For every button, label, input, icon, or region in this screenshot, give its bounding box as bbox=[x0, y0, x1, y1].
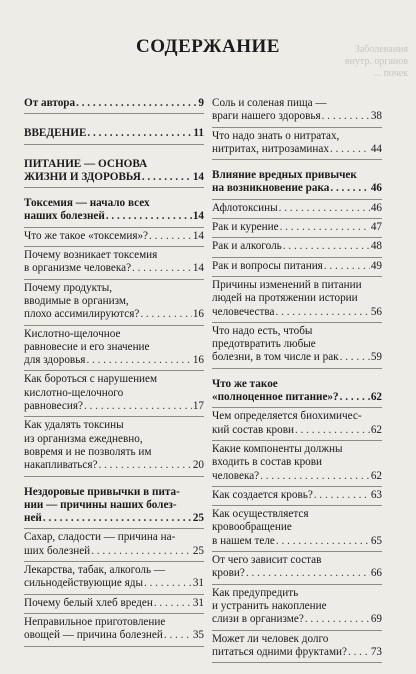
page-number: 35 bbox=[192, 629, 204, 642]
dot-leader bbox=[260, 470, 370, 483]
toc-entry-line: предотвратить любые bbox=[212, 338, 316, 351]
toc-entry[interactable] bbox=[212, 585, 382, 631]
toc-entry-last-line bbox=[24, 97, 204, 110]
toc-entry-last-line bbox=[212, 240, 382, 253]
dot-leader bbox=[330, 143, 370, 156]
toc-entry-last-line bbox=[24, 512, 204, 525]
toc-entry-line: Неправильное приготовление bbox=[24, 615, 166, 628]
toc-entry[interactable] bbox=[24, 280, 204, 326]
dot-leader bbox=[98, 459, 191, 472]
toc-entry-line: наших болезней bbox=[24, 210, 105, 223]
toc-entry-line: вовремя и не позволять им bbox=[24, 445, 152, 458]
toc-entry[interactable] bbox=[212, 487, 382, 506]
dot-leader bbox=[140, 308, 191, 321]
toc-entry-line: в нашем теле bbox=[212, 534, 275, 547]
toc-entry-line: равновесие и его значение bbox=[24, 340, 150, 353]
toc-entry[interactable] bbox=[212, 277, 382, 323]
page-number: 47 bbox=[370, 221, 382, 234]
page-number: 16 bbox=[192, 308, 204, 321]
toc-entry-line: болезни, в том числе и рак bbox=[212, 351, 339, 364]
toc-entry-line: слизи в организме? bbox=[212, 613, 304, 626]
dot-leader bbox=[142, 171, 192, 184]
toc-entry-line: входить в состав крови bbox=[212, 456, 323, 469]
toc-entry-line: сильнодействующие яды bbox=[24, 577, 143, 590]
toc-entry[interactable] bbox=[212, 506, 382, 552]
toc-entry-line: Как удалять токсины bbox=[24, 419, 124, 432]
toc-entry[interactable] bbox=[24, 417, 204, 476]
toc-entry[interactable] bbox=[24, 156, 204, 189]
toc-entry-last-line bbox=[212, 391, 382, 404]
toc-entry-line: плохо ассимилируются? bbox=[24, 308, 140, 321]
toc-entry-line: Кислотно-щелочное bbox=[24, 327, 121, 340]
dot-leader bbox=[340, 351, 370, 364]
dot-leader bbox=[340, 391, 370, 404]
toc-entry[interactable] bbox=[212, 238, 382, 257]
toc-entry-line: кий состав крови bbox=[212, 423, 294, 436]
toc-entry-line: Рак и вопросы питания bbox=[212, 259, 323, 272]
toc-entry-line: из организма ежедневно, bbox=[24, 432, 143, 445]
toc-entry[interactable] bbox=[212, 408, 382, 441]
bleed-through-text bbox=[288, 44, 408, 80]
toc-entry[interactable] bbox=[212, 552, 382, 585]
page-number: 38 bbox=[370, 110, 382, 123]
dot-leader bbox=[283, 240, 370, 253]
dot-leader bbox=[76, 97, 197, 110]
toc-entry-line: ПИТАНИЕ — ОСНОВА bbox=[24, 157, 148, 170]
page-number: 62 bbox=[370, 391, 382, 404]
toc-entry-last-line bbox=[212, 567, 382, 580]
section-gap bbox=[24, 145, 204, 156]
toc-entry[interactable] bbox=[24, 125, 204, 144]
toc-entry-line: человечества bbox=[212, 305, 275, 318]
toc-entry-last-line bbox=[24, 400, 204, 413]
toc-entry[interactable] bbox=[212, 95, 382, 128]
section-gap bbox=[24, 188, 204, 195]
page-number: 46 bbox=[370, 182, 382, 195]
section-gap bbox=[212, 369, 382, 376]
dot-leader bbox=[91, 545, 192, 558]
dot-leader bbox=[276, 535, 370, 548]
toc-entry-line: От чего зависит состав bbox=[212, 554, 322, 567]
toc-entry[interactable] bbox=[212, 128, 382, 161]
section-gap bbox=[212, 160, 382, 167]
toc-entry-line: нитритах, нитрозаминах bbox=[212, 142, 329, 155]
toc-entry-line: ших болезней bbox=[24, 544, 91, 557]
page-number: 14 bbox=[192, 262, 204, 275]
toc-entry-line: питаться одними фруктами? bbox=[212, 645, 347, 658]
toc-entry-last-line bbox=[24, 545, 204, 558]
toc-entry-last-line bbox=[24, 127, 204, 140]
toc-entry[interactable] bbox=[24, 228, 204, 247]
toc-entry-last-line bbox=[212, 489, 382, 502]
toc-entry-line: Что надо есть, чтобы bbox=[212, 324, 313, 337]
toc-entry-line: Почему белый хлеб вреден bbox=[24, 596, 153, 609]
dot-leader bbox=[87, 127, 192, 140]
toc-entry-line: ЖИЗНИ И ЗДОРОВЬЯ bbox=[24, 170, 141, 183]
toc-entry-line: Какие компоненты должны bbox=[212, 442, 343, 455]
toc-entry-line: на возникновение рака bbox=[212, 182, 330, 195]
page-number: 63 bbox=[370, 488, 382, 501]
toc-entry-line: и устранить накопление bbox=[212, 599, 327, 612]
toc-entry-line: Рак и курение bbox=[212, 221, 279, 234]
dot-leader bbox=[330, 182, 369, 195]
toc-entry[interactable] bbox=[24, 529, 204, 562]
toc-entry-last-line bbox=[212, 306, 382, 319]
dot-leader bbox=[149, 230, 192, 243]
dot-leader bbox=[279, 202, 370, 215]
section-gap bbox=[24, 114, 204, 125]
page-number: 14 bbox=[192, 229, 204, 242]
toc-entry-last-line bbox=[212, 535, 382, 548]
toc-entry[interactable] bbox=[24, 326, 204, 372]
toc-entry[interactable] bbox=[212, 200, 382, 219]
bleed-through-line: внутр. органов bbox=[344, 56, 408, 67]
page-number: 62 bbox=[370, 469, 382, 482]
toc-entry[interactable] bbox=[212, 631, 382, 664]
page-number: 14 bbox=[192, 210, 204, 223]
toc-entry-last-line bbox=[24, 597, 204, 610]
toc-entry[interactable] bbox=[24, 614, 204, 647]
toc-entry-last-line bbox=[212, 613, 382, 626]
dot-leader bbox=[322, 110, 370, 123]
page-number: 25 bbox=[192, 544, 204, 557]
toc-entry-last-line bbox=[24, 230, 204, 243]
toc-entry-line: Почему возникает токсемия bbox=[24, 249, 158, 262]
toc-entry-last-line bbox=[212, 143, 382, 156]
toc-entry-last-line bbox=[24, 459, 204, 472]
toc-entry[interactable] bbox=[24, 595, 204, 614]
page-number: 46 bbox=[370, 201, 382, 214]
page-title: СОДЕРЖАНИЕ bbox=[136, 36, 280, 57]
dot-leader bbox=[246, 567, 370, 580]
toc-entry-line: крови? bbox=[212, 567, 245, 580]
toc-entry-line: Рак и алкоголь bbox=[212, 240, 282, 253]
toc-entry-line: нии — причины наших болез- bbox=[24, 498, 177, 511]
toc-entry-line: Почему продукты, bbox=[24, 281, 113, 294]
toc-entry[interactable] bbox=[212, 323, 382, 369]
toc-entry[interactable] bbox=[24, 195, 204, 228]
page-number: 62 bbox=[370, 423, 382, 436]
page-number: 31 bbox=[192, 596, 204, 609]
toc-entry-last-line bbox=[24, 308, 204, 321]
toc-entry[interactable] bbox=[24, 562, 204, 595]
dot-leader bbox=[348, 646, 370, 659]
dot-leader bbox=[86, 354, 191, 367]
toc-entry[interactable] bbox=[24, 371, 204, 417]
toc-entry-line: для здоровья bbox=[24, 354, 86, 367]
toc-entry-last-line bbox=[24, 354, 204, 367]
toc-entry-last-line bbox=[212, 260, 382, 273]
toc-entry[interactable] bbox=[212, 219, 382, 238]
toc-entry-last-line bbox=[212, 110, 382, 123]
toc-entry-last-line bbox=[212, 202, 382, 215]
toc-entry-line: людей на протяжении истории bbox=[212, 292, 358, 305]
toc-entry-last-line bbox=[212, 646, 382, 659]
toc-entry[interactable] bbox=[212, 167, 382, 200]
toc-entry-line: Как предупредить bbox=[212, 586, 299, 599]
dot-leader bbox=[164, 629, 192, 642]
page-number: 9 bbox=[198, 97, 204, 109]
toc-entry-line: Лекарства, табак, алкоголь — bbox=[24, 564, 166, 577]
toc-entry-last-line bbox=[212, 470, 382, 483]
page-number: 31 bbox=[192, 577, 204, 590]
toc-entry[interactable] bbox=[24, 95, 204, 114]
toc-entry-line: человека? bbox=[212, 469, 260, 482]
dot-leader bbox=[324, 260, 370, 273]
toc-entry-line: Причины изменений в питании bbox=[212, 278, 362, 291]
toc-entry-last-line bbox=[212, 351, 382, 364]
toc-entry-line: Афлотоксины bbox=[212, 201, 278, 214]
toc-entry-line: Чем определяется биохимичес- bbox=[212, 410, 362, 423]
toc-entry-line: ней bbox=[24, 512, 42, 525]
toc-entry-line: в организме человека? bbox=[24, 262, 132, 275]
dot-leader bbox=[106, 210, 192, 223]
toc-entry-line: Как осуществляется bbox=[212, 508, 309, 521]
toc-entry-last-line bbox=[212, 182, 382, 195]
page-number: 25 bbox=[192, 512, 204, 525]
page-number: 69 bbox=[370, 613, 382, 626]
toc-entry-line: «полноценное питание»? bbox=[212, 391, 339, 404]
dot-leader bbox=[84, 400, 192, 413]
toc-entry-line: овощей — причина болезней bbox=[24, 629, 163, 642]
toc-entry-line: Как создается кровь? bbox=[212, 488, 313, 501]
page-number: 16 bbox=[192, 354, 204, 367]
toc-entry-line: Токсемия — начало всех bbox=[24, 197, 150, 210]
toc-entry-line: Сахар, сладости — причина на- bbox=[24, 531, 176, 544]
toc-entry[interactable] bbox=[24, 484, 204, 530]
page-number: 56 bbox=[370, 305, 382, 318]
page-number: 17 bbox=[192, 400, 204, 413]
toc-entry[interactable] bbox=[24, 247, 204, 280]
toc-entry-line: Что же такое «токсемия»? bbox=[24, 229, 149, 242]
toc-entry-last-line bbox=[24, 210, 204, 223]
toc-entry-last-line bbox=[212, 221, 382, 234]
toc-entry[interactable] bbox=[212, 258, 382, 277]
dot-leader bbox=[144, 577, 192, 590]
page-number: 20 bbox=[192, 459, 204, 472]
toc-entry-line: От автора bbox=[24, 97, 76, 109]
dot-leader bbox=[43, 512, 192, 525]
toc-entry-last-line bbox=[24, 262, 204, 275]
toc-entry-last-line bbox=[212, 424, 382, 437]
dot-leader bbox=[295, 424, 370, 437]
toc-entry-last-line bbox=[24, 171, 204, 184]
toc-entry-last-line bbox=[24, 577, 204, 590]
dot-leader bbox=[154, 597, 192, 610]
dot-leader bbox=[132, 262, 192, 275]
bleed-through-line: ... почек bbox=[373, 68, 408, 79]
page-number: 11 bbox=[193, 127, 204, 140]
toc-entry-line: вводимые в организм, bbox=[24, 294, 129, 307]
toc-entry-line: ВВЕДЕНИЕ bbox=[24, 127, 87, 140]
toc-entry-line: Как бороться с нарушением bbox=[24, 373, 158, 386]
page-number: 73 bbox=[370, 645, 382, 658]
toc-entry-line: кислотно-щелочного bbox=[24, 386, 124, 399]
toc-entry[interactable] bbox=[212, 376, 382, 409]
toc-entry-line: враги нашего здоровья bbox=[212, 110, 321, 123]
bleed-through-line: Заболевания bbox=[354, 44, 408, 55]
toc-entry-line: равновесия? bbox=[24, 400, 83, 413]
toc-entry-line: Влияние вредных привычек bbox=[212, 169, 357, 182]
toc-entry-line: Что надо знать о нитратах, bbox=[212, 129, 340, 142]
toc-left-column bbox=[24, 95, 204, 647]
page-number: 65 bbox=[370, 534, 382, 547]
page-number: 44 bbox=[370, 142, 382, 155]
page-number: 66 bbox=[370, 567, 382, 580]
page-number: 49 bbox=[370, 259, 382, 272]
toc-right-column bbox=[212, 95, 382, 663]
toc-entry-line: кровообращение bbox=[212, 521, 292, 534]
toc-entry-line: Нездоровые привычки в пита- bbox=[24, 485, 180, 498]
toc-entry-last-line bbox=[24, 629, 204, 642]
page-number: 59 bbox=[370, 351, 382, 364]
section-gap bbox=[24, 477, 204, 484]
page-number: 48 bbox=[370, 240, 382, 253]
page-number: 14 bbox=[192, 170, 204, 183]
toc-entry-line: Может ли человек долго bbox=[212, 632, 329, 645]
dot-leader bbox=[276, 306, 370, 319]
toc-entry[interactable] bbox=[212, 441, 382, 487]
dot-leader bbox=[305, 613, 370, 626]
toc-entry-line: накапливаться? bbox=[24, 459, 98, 472]
toc-entry-line: Что же такое bbox=[212, 377, 278, 390]
toc-entry-line: Соль и соленая пища — bbox=[212, 97, 327, 109]
dot-leader bbox=[280, 221, 370, 234]
dot-leader bbox=[314, 489, 370, 502]
